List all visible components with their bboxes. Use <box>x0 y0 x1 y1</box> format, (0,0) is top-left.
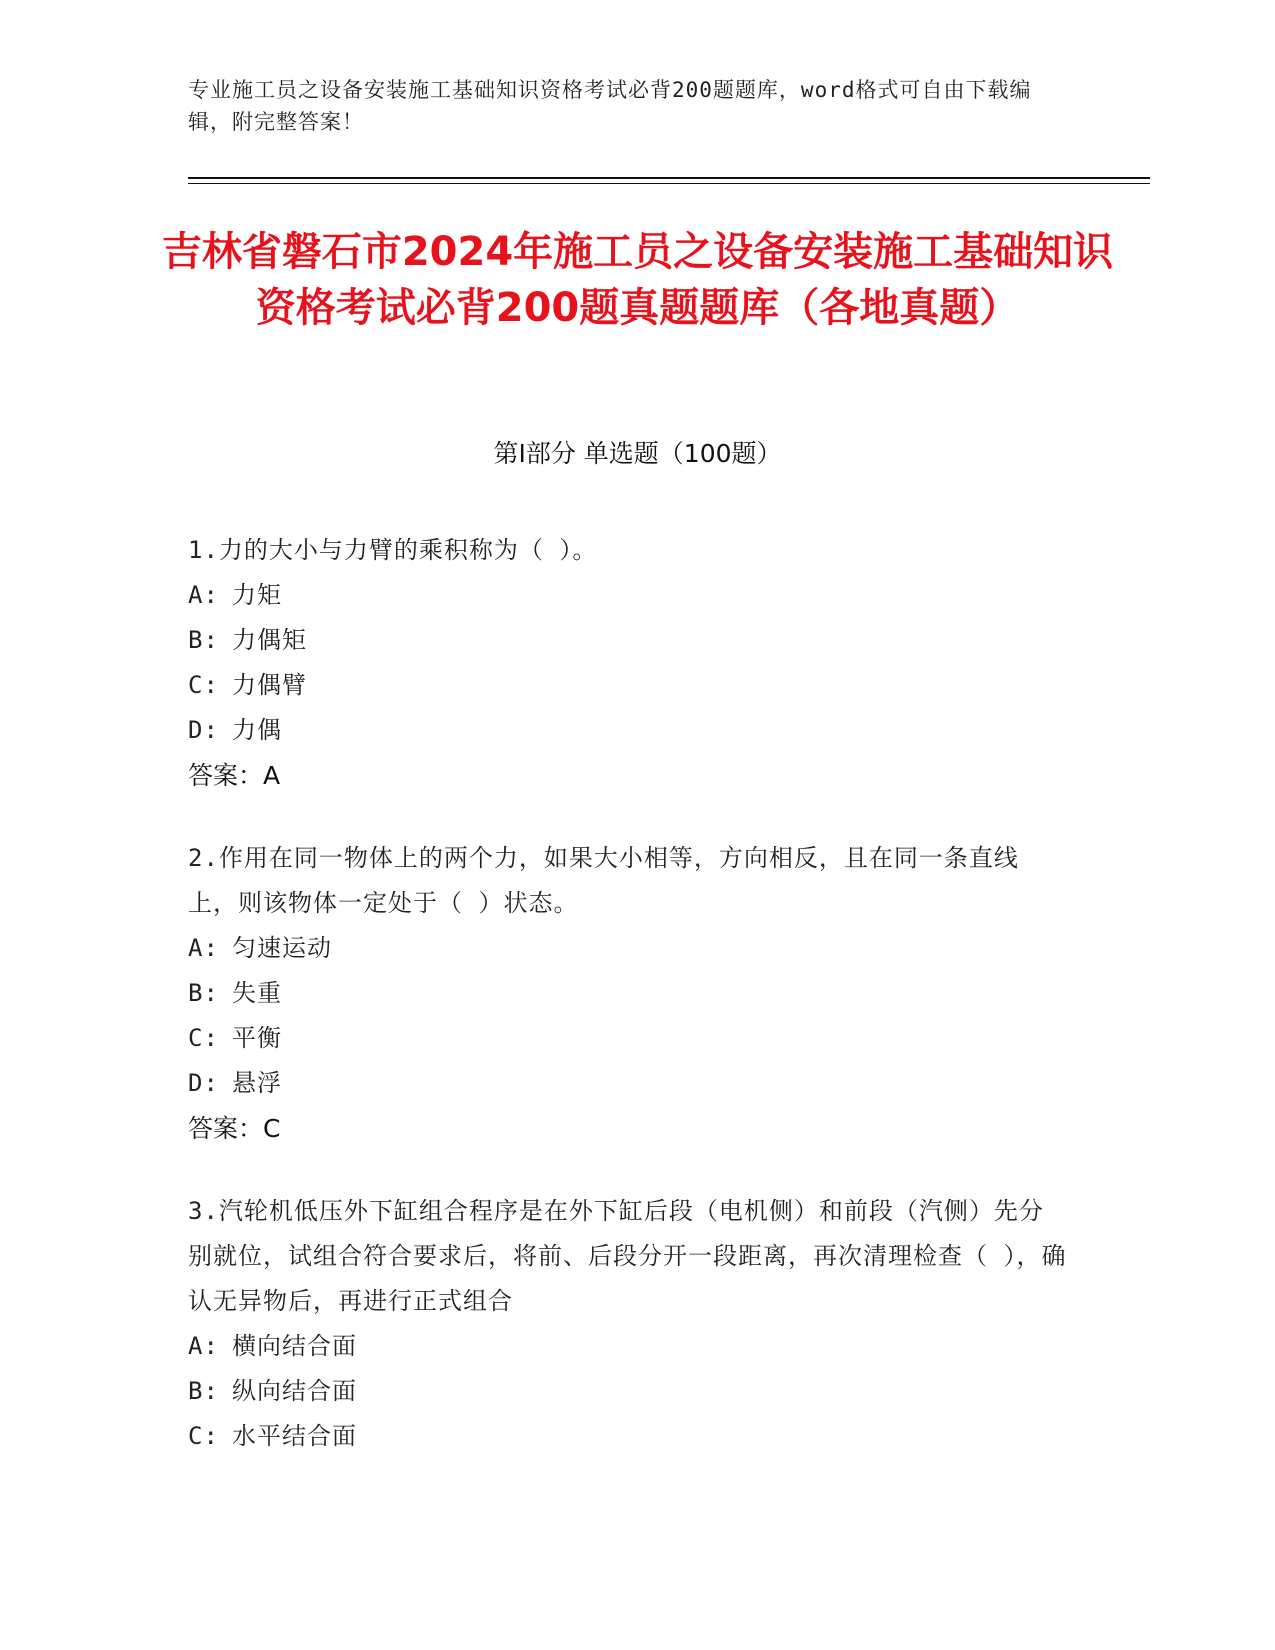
option-b <box>188 971 1068 1016</box>
option-letter: A: <box>188 934 219 962</box>
option-text: 失重 <box>232 979 282 1007</box>
option-letter: C: <box>188 671 219 699</box>
question-3 <box>188 1189 1068 1459</box>
option-c <box>188 1414 1068 1459</box>
option-text: 匀速运动 <box>232 934 332 962</box>
option-letter: D: <box>188 1069 219 1097</box>
option-c <box>188 1016 1068 1061</box>
option-letter: A: <box>188 1332 219 1360</box>
header-rule-thick <box>188 177 1150 179</box>
option-letter: C: <box>188 1422 219 1450</box>
option-c <box>188 663 1068 708</box>
answer-line: 答案：A <box>188 761 281 790</box>
header-rule-thin <box>188 183 1150 184</box>
option-letter: C: <box>188 1024 219 1052</box>
option-letter: B: <box>188 979 219 1007</box>
option-text: 纵向结合面 <box>232 1377 357 1405</box>
question-stem: 3.汽轮机低压外下缸组合程序是在外下缸后段（电机侧）和前段（汽侧）先分别就位，试组合符合要求后，将前、后段分开一段距离，再次清理检查（ ），确认无异物后，再进行正式组合 <box>188 1197 1067 1315</box>
option-letter: D: <box>188 716 219 744</box>
option-d <box>188 708 1068 753</box>
option-text: 横向结合面 <box>232 1332 357 1360</box>
option-a <box>188 926 1068 971</box>
option-text: 力偶臂 <box>232 671 307 699</box>
header-note: 专业施工员之设备安装施工基础知识资格考试必背200题题库，word格式可自由下载编辑，附完整答案！ <box>188 78 1032 134</box>
option-b <box>188 618 1068 663</box>
option-text: 悬浮 <box>232 1069 282 1097</box>
option-a <box>188 573 1068 618</box>
option-text: 力偶 <box>232 716 282 744</box>
section-heading: 第I部分 单选题（100题） <box>493 439 782 468</box>
question-1 <box>188 528 1068 798</box>
option-a <box>188 1324 1068 1369</box>
question-stem: 2.作用在同一物体上的两个力，如果大小相等，方向相反，且在同一条直线上，则该物体一定处于（ ）状态。 <box>188 844 1019 917</box>
document-title: 吉林省磐石市2024年施工员之设备安装施工基础知识资格考试必背200题真题题库（各地真题） <box>161 229 1114 331</box>
option-text: 力矩 <box>232 581 282 609</box>
option-letter: B: <box>188 1377 219 1405</box>
question-stem: 1.力的大小与力臂的乘积称为（ ）。 <box>188 536 598 564</box>
option-text: 力偶矩 <box>232 626 307 654</box>
option-letter: A: <box>188 581 219 609</box>
option-text: 水平结合面 <box>232 1422 357 1450</box>
option-d <box>188 1061 1068 1106</box>
option-b <box>188 1369 1068 1414</box>
option-letter: B: <box>188 626 219 654</box>
option-text: 平衡 <box>232 1024 282 1052</box>
answer-line: 答案：C <box>188 1114 281 1143</box>
question-list <box>188 528 1068 1497</box>
question-2 <box>188 836 1068 1151</box>
